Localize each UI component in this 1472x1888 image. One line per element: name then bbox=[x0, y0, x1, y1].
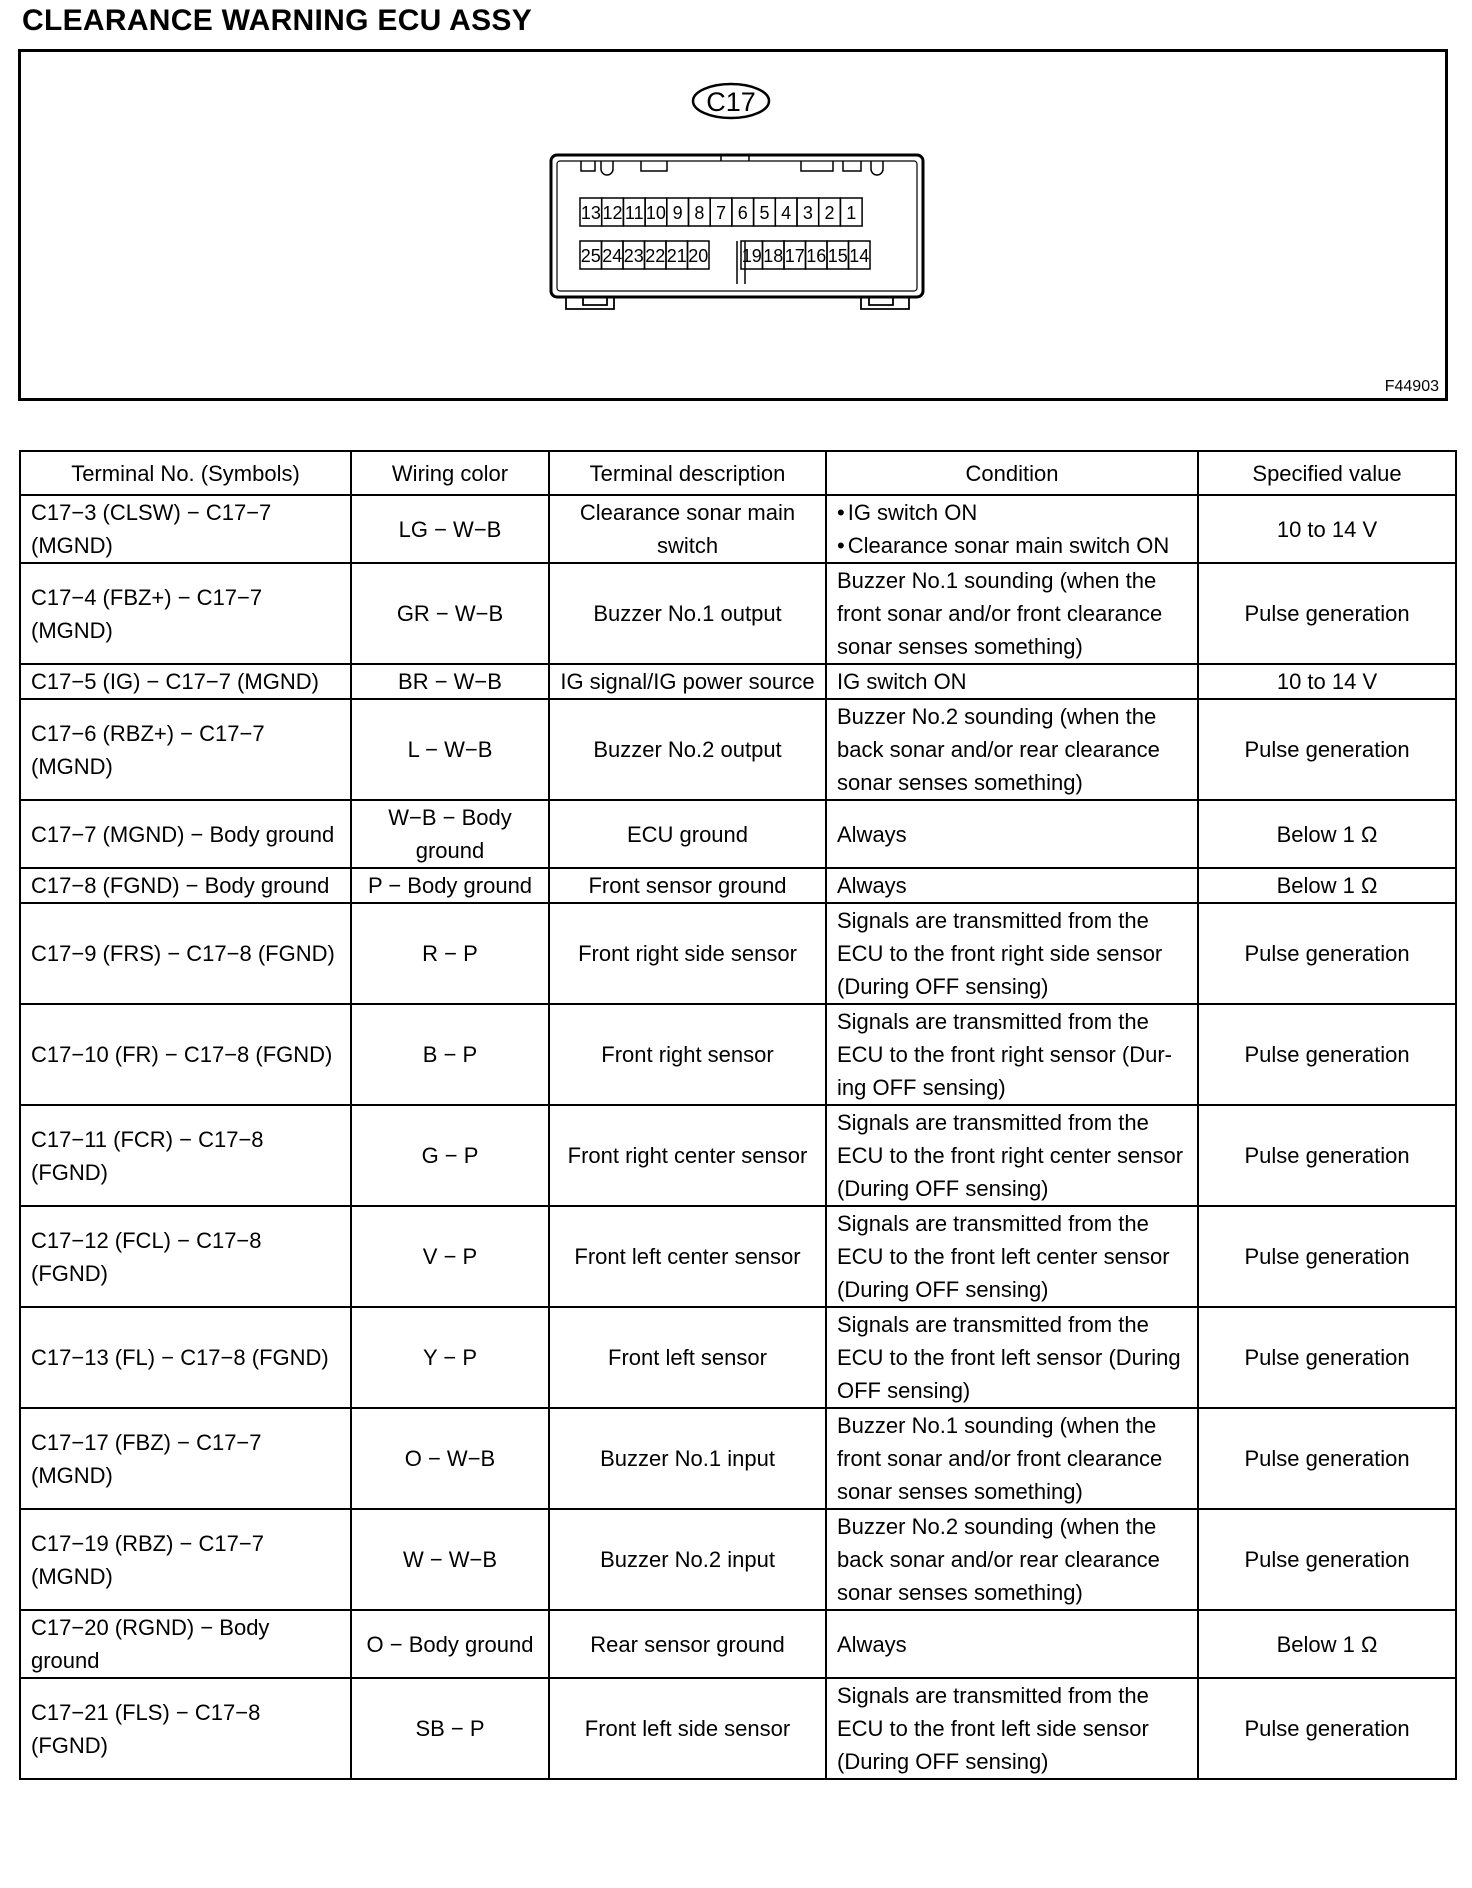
cell-terminal: C17−10 (FR) − C17−8 (FGND) bbox=[20, 1004, 351, 1105]
table-row bbox=[20, 664, 1456, 699]
table-row bbox=[20, 1206, 1456, 1307]
cell-terminal: C17−13 (FL) − C17−8 (FGND) bbox=[20, 1307, 351, 1408]
pin-number: 1 bbox=[846, 203, 857, 223]
cell-description: Front right sensor bbox=[549, 1004, 826, 1105]
cell-wiring: W − W−B bbox=[351, 1509, 549, 1610]
pin-number: 6 bbox=[737, 203, 748, 223]
condition-item: • IG switch ON bbox=[837, 496, 1187, 529]
table-row bbox=[20, 1678, 1456, 1779]
cell-value: Pulse generation bbox=[1198, 1105, 1456, 1206]
table-row bbox=[20, 1004, 1456, 1105]
figure-id: F44903 bbox=[1384, 378, 1439, 395]
table-row bbox=[20, 1307, 1456, 1408]
cell-wiring: O − W−B bbox=[351, 1408, 549, 1509]
cell-wiring: W−B − Body ground bbox=[351, 800, 549, 868]
cell-wiring: G − P bbox=[351, 1105, 549, 1206]
cell-value: Pulse generation bbox=[1198, 563, 1456, 664]
condition-list bbox=[837, 496, 1187, 562]
cell-description: Front left center sensor bbox=[549, 1206, 826, 1307]
cell-description: Front right center sensor bbox=[549, 1105, 826, 1206]
connector-diagram bbox=[21, 52, 1445, 398]
pin-number: 3 bbox=[802, 203, 813, 223]
table-header-row bbox=[20, 451, 1456, 495]
pin-number: 15 bbox=[827, 246, 848, 266]
cell-terminal: C17−9 (FRS) − C17−8 (FGND) bbox=[20, 903, 351, 1004]
pin-number: 9 bbox=[672, 203, 683, 223]
table-row bbox=[20, 1408, 1456, 1509]
cell-description: Front right side sensor bbox=[549, 903, 826, 1004]
cell-description: IG signal/IG power source bbox=[549, 664, 826, 699]
pin-number: 21 bbox=[666, 246, 687, 266]
pin-number: 24 bbox=[602, 246, 623, 266]
cell-wiring: B − P bbox=[351, 1004, 549, 1105]
cell-condition bbox=[826, 495, 1198, 563]
table-row bbox=[20, 868, 1456, 903]
cell-terminal: C17−6 (RBZ+) − C17−7 (MGND) bbox=[20, 699, 351, 800]
cell-wiring: LG − W−B bbox=[351, 495, 549, 563]
cell-terminal: C17−19 (RBZ) − C17−7 (MGND) bbox=[20, 1509, 351, 1610]
cell-condition: Always bbox=[826, 1610, 1198, 1678]
cell-description: Rear sensor ground bbox=[549, 1610, 826, 1678]
cell-description: Buzzer No.1 output bbox=[549, 563, 826, 664]
cell-condition: IG switch ON bbox=[826, 664, 1198, 699]
table-row bbox=[20, 1610, 1456, 1678]
cell-wiring: P − Body ground bbox=[351, 868, 549, 903]
cell-condition: Always bbox=[826, 868, 1198, 903]
table-row bbox=[20, 563, 1456, 664]
cell-terminal: C17−17 (FBZ) − C17−7 (MGND) bbox=[20, 1408, 351, 1509]
connector-figure bbox=[18, 49, 1448, 401]
cell-description: Front left sensor bbox=[549, 1307, 826, 1408]
cell-description: Front left side sensor bbox=[549, 1678, 826, 1779]
cell-terminal: C17−8 (FGND) − Body ground bbox=[20, 868, 351, 903]
cell-wiring: R − P bbox=[351, 903, 549, 1004]
cell-value: Pulse generation bbox=[1198, 1004, 1456, 1105]
terminal-spec-table bbox=[19, 450, 1457, 1780]
pin-grid bbox=[580, 198, 870, 269]
pin-number: 22 bbox=[645, 246, 666, 266]
cell-description: Buzzer No.2 output bbox=[549, 699, 826, 800]
cell-terminal: C17−5 (IG) − C17−7 (MGND) bbox=[20, 664, 351, 699]
cell-terminal: C17−21 (FLS) − C17−8 (FGND) bbox=[20, 1678, 351, 1779]
pin-number: 20 bbox=[688, 246, 709, 266]
cell-wiring: L − W−B bbox=[351, 699, 549, 800]
header-description: Terminal description bbox=[549, 451, 826, 495]
pin-number: 19 bbox=[741, 246, 762, 266]
cell-wiring: V − P bbox=[351, 1206, 549, 1307]
table-row bbox=[20, 495, 1456, 563]
cell-description: Clearance sonar main switch bbox=[549, 495, 826, 563]
cell-condition: Buzzer No.2 sounding (when the back sonar and/or rear clearance sonar senses something) bbox=[826, 1509, 1198, 1610]
cell-value: Below 1 Ω bbox=[1198, 800, 1456, 868]
cell-condition: Buzzer No.1 sounding (when the front sonar and/or front clearance sonar senses something) bbox=[826, 563, 1198, 664]
pin-number: 2 bbox=[824, 203, 835, 223]
header-terminal: Terminal No. (Symbols) bbox=[20, 451, 351, 495]
cell-value: Below 1 Ω bbox=[1198, 868, 1456, 903]
header-value: Specified value bbox=[1198, 451, 1456, 495]
cell-value: Pulse generation bbox=[1198, 699, 1456, 800]
connector-lock-notches bbox=[581, 155, 883, 175]
pin-number: 5 bbox=[759, 203, 770, 223]
table-row bbox=[20, 903, 1456, 1004]
cell-wiring: Y − P bbox=[351, 1307, 549, 1408]
condition-item: • Clearance sonar main switch ON bbox=[837, 529, 1187, 562]
cell-value: 10 to 14 V bbox=[1198, 495, 1456, 563]
cell-condition: Signals are transmitted from the ECU to the front right side sensor (During OFF sensing) bbox=[826, 903, 1198, 1004]
cell-description: Front sensor ground bbox=[549, 868, 826, 903]
cell-value: 10 to 14 V bbox=[1198, 664, 1456, 699]
cell-terminal: C17−12 (FCL) − C17−8 (FGND) bbox=[20, 1206, 351, 1307]
table-row bbox=[20, 1509, 1456, 1610]
header-condition: Condition bbox=[826, 451, 1198, 495]
table-row bbox=[20, 800, 1456, 868]
pin-number: 14 bbox=[849, 246, 870, 266]
cell-condition: Signals are transmitted from the ECU to the front left side sensor (During OFF sensing) bbox=[826, 1678, 1198, 1779]
pin-number: 13 bbox=[580, 203, 601, 223]
cell-wiring: BR − W−B bbox=[351, 664, 549, 699]
cell-condition: Always bbox=[826, 800, 1198, 868]
connector-label: C17 bbox=[706, 87, 756, 117]
cell-value: Pulse generation bbox=[1198, 1206, 1456, 1307]
cell-terminal: C17−20 (RGND) − Body ground bbox=[20, 1610, 351, 1678]
pin-number: 11 bbox=[624, 203, 644, 223]
table-row bbox=[20, 699, 1456, 800]
pin-number: 10 bbox=[645, 203, 666, 223]
cell-condition: Signals are transmitted from the ECU to the front right center sensor (During OFF sensing) bbox=[826, 1105, 1198, 1206]
pin-number: 17 bbox=[784, 246, 805, 266]
cell-condition: Signals are transmitted from the ECU to the front right sensor (Dur- ing OFF sensing) bbox=[826, 1004, 1198, 1105]
cell-description: Buzzer No.2 input bbox=[549, 1509, 826, 1610]
cell-condition: Signals are transmitted from the ECU to the front left sensor (During OFF sensing) bbox=[826, 1307, 1198, 1408]
pin-number: 16 bbox=[806, 246, 827, 266]
pin-number: 25 bbox=[580, 246, 601, 266]
cell-value: Pulse generation bbox=[1198, 903, 1456, 1004]
pin-number: 7 bbox=[716, 203, 727, 223]
cell-terminal: C17−4 (FBZ+) − C17−7 (MGND) bbox=[20, 563, 351, 664]
header-wiring: Wiring color bbox=[351, 451, 549, 495]
pin-number: 18 bbox=[763, 246, 784, 266]
cell-description: Buzzer No.1 input bbox=[549, 1408, 826, 1509]
cell-description: ECU ground bbox=[549, 800, 826, 868]
cell-value: Below 1 Ω bbox=[1198, 1610, 1456, 1678]
cell-value: Pulse generation bbox=[1198, 1509, 1456, 1610]
page-title: CLEARANCE WARNING ECU ASSY bbox=[22, 4, 533, 37]
cell-terminal: C17−11 (FCR) − C17−8 (FGND) bbox=[20, 1105, 351, 1206]
cell-wiring: O − Body ground bbox=[351, 1610, 549, 1678]
cell-value: Pulse generation bbox=[1198, 1408, 1456, 1509]
cell-value: Pulse generation bbox=[1198, 1307, 1456, 1408]
cell-terminal: C17−7 (MGND) − Body ground bbox=[20, 800, 351, 868]
cell-condition: Buzzer No.1 sounding (when the front sonar and/or front clearance sonar senses something) bbox=[826, 1408, 1198, 1509]
pin-number: 12 bbox=[602, 203, 623, 223]
cell-terminal: C17−3 (CLSW) − C17−7 (MGND) bbox=[20, 495, 351, 563]
table-row bbox=[20, 1105, 1456, 1206]
connector-feet bbox=[566, 297, 909, 309]
cell-wiring: SB − P bbox=[351, 1678, 549, 1779]
cell-value: Pulse generation bbox=[1198, 1678, 1456, 1779]
cell-condition: Signals are transmitted from the ECU to the front left center sensor (During OFF sensing) bbox=[826, 1206, 1198, 1307]
pin-number: 8 bbox=[694, 203, 705, 223]
pin-number: 23 bbox=[623, 246, 644, 266]
pin-number: 4 bbox=[781, 203, 792, 223]
cell-wiring: GR − W−B bbox=[351, 563, 549, 664]
cell-condition: Buzzer No.2 sounding (when the back sonar and/or rear clearance sonar senses something) bbox=[826, 699, 1198, 800]
